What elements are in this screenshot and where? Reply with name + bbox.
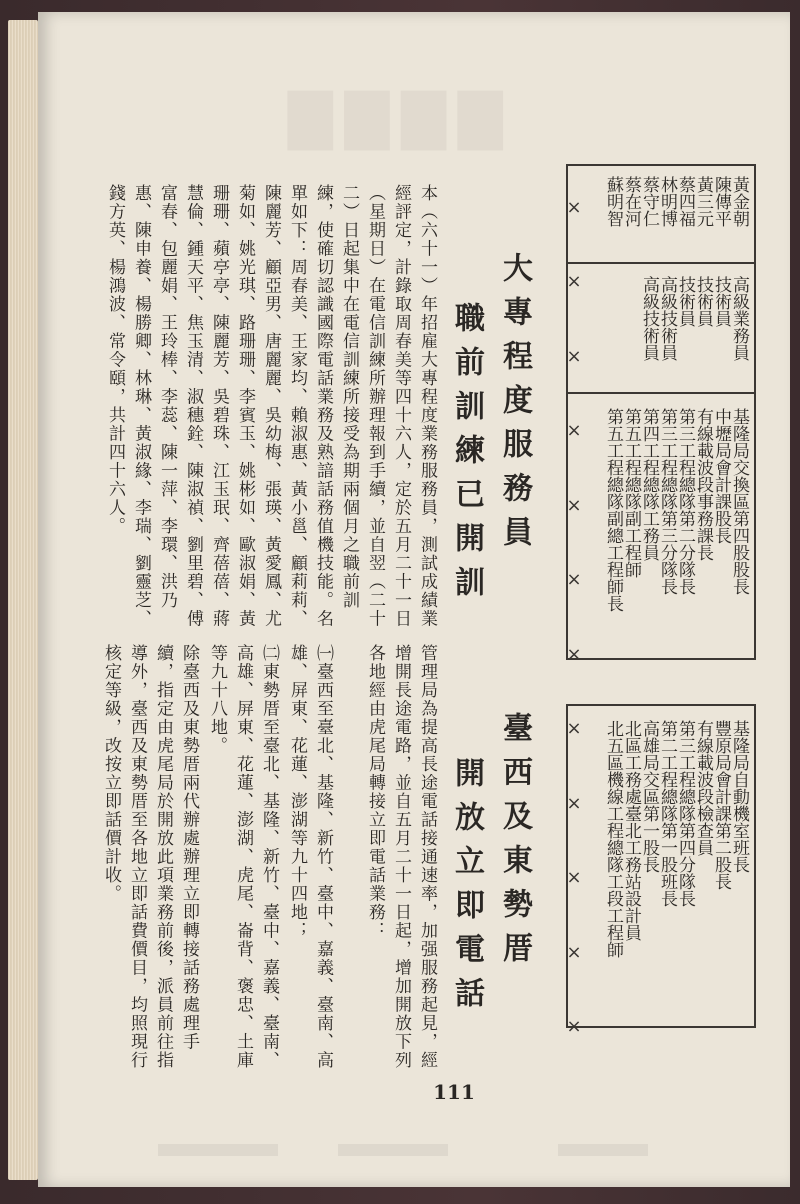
staff-position: 北區工務處臺北工務站設計員 bbox=[621, 720, 641, 941]
staff-name: 林明博 bbox=[657, 176, 677, 227]
staff-position: 第三工程總隊第二分隊長 bbox=[675, 408, 695, 595]
staff-position: 中壢局會計課股長 bbox=[711, 408, 731, 544]
bleed-through-foot bbox=[558, 1144, 648, 1156]
names-row bbox=[604, 176, 748, 256]
staff-name: 陳傳平 bbox=[711, 176, 731, 227]
staff-name: 蔡守仁 bbox=[639, 176, 659, 227]
article-2-heading: 臺西及東勢厝 bbox=[497, 712, 532, 976]
positions-row-lower bbox=[604, 720, 748, 1010]
staff-position: 第二工程總隊第一股班長 bbox=[657, 720, 677, 907]
positions-row bbox=[604, 408, 748, 648]
x-mark: × bbox=[566, 867, 582, 889]
page-edges bbox=[8, 20, 38, 1180]
x-mark: × bbox=[566, 643, 582, 665]
x-mark: × bbox=[566, 718, 582, 740]
article-2-paragraph-2: ㈠臺西至臺北、基隆、新竹、臺中、嘉義、臺南、高雄、屏東、花蓮、澎湖等九十四地； bbox=[287, 644, 333, 1070]
staff-position: 有線載波段檢查員 bbox=[693, 720, 713, 856]
staff-roster-box-upper bbox=[566, 164, 756, 660]
book-page bbox=[38, 12, 790, 1187]
x-mark: × bbox=[566, 1015, 582, 1037]
staff-title: 技術員 bbox=[675, 276, 695, 327]
x-mark: × bbox=[566, 494, 582, 516]
article-2-paragraph-1: 管理局為提高長途電話接通速率，加强服務起見，經增開長途電路，並自五月二十一日起，增加開放下列各地經由虎尾局轉接立即電話業務： bbox=[365, 644, 437, 1070]
staff-position: 基隆局交換區第四股股長 bbox=[729, 408, 749, 595]
staff-position: 豐原局會計課第二股長 bbox=[711, 720, 731, 890]
x-mark: × bbox=[566, 271, 582, 293]
x-mark: × bbox=[566, 569, 582, 591]
x-mark: × bbox=[566, 345, 582, 367]
staff-title: 技術員 bbox=[711, 276, 731, 327]
article-1-subheading: 職前訓練已開訓 bbox=[449, 302, 484, 610]
x-mark: × bbox=[566, 420, 582, 442]
staff-name: 蘇明智 bbox=[603, 176, 623, 227]
staff-position: 北五區機線工程總隊工段工程師 bbox=[603, 720, 623, 958]
staff-position: 第四工程總隊工務員 bbox=[639, 408, 659, 561]
staff-position: 第五工程總隊副工程師 bbox=[621, 408, 641, 578]
bleed-through-foot bbox=[338, 1144, 448, 1156]
x-mark: × bbox=[566, 792, 582, 814]
staff-title: 高級技術員 bbox=[657, 276, 677, 361]
staff-name: 黃金朝 bbox=[729, 176, 749, 227]
x-mark: × bbox=[566, 941, 582, 963]
titles-row bbox=[640, 276, 748, 386]
bleed-through: ▇▇▇▇ bbox=[288, 82, 515, 150]
staff-roster-box-lower bbox=[566, 704, 756, 1028]
staff-title: 高級技術員 bbox=[639, 276, 659, 361]
staff-position: 第三工程總隊第三分隊長 bbox=[657, 408, 677, 595]
staff-title: 高級業務員 bbox=[729, 276, 749, 361]
staff-position: 第五工程總隊副總工程師長 bbox=[603, 408, 623, 612]
article-1-body: 本（六十一）年招雇大專程度業務服務員，測試成績業經評定，計錄取周春美等四十六人，定於五月二十一日（星期日）在電信訓練所辦理報到手續，並自翌（二十二）日起集中在電信訓練所接受為期兩個月之職前訓練，使確切認識國際電話業務及熟諳話務值機技能。名單如下：周春美、王家均、賴淑惠、黃小邕、顧莉莉、陳麗芳、顧亞男、唐麗麗、吳幼梅、張瑛、黃愛鳳、尤菊如、姚光琪、路珊珊、李賓玉、姚彬如、歐淑娟、黃珊珊、蘋亭亭、陳麗芳、吳碧珠、江玉珉、齊蓓蓓、蔣慧倫、鍾天平、焦玉清、淑穗銓、陳淑禎、劉里碧、傅富春、包麗娟、王玲棒、李蕊、陳一萍、李環、洪乃惠、陳申養、楊勝卿、林琳、黃淑緣、李瑞、劉靈芝、錢方英、楊鴻波、常令頤，共計四十六人。 bbox=[105, 184, 437, 628]
article-1-heading: 大專程度服務員 bbox=[497, 252, 532, 560]
staff-name: 蔡在河 bbox=[621, 176, 641, 227]
staff-position: 基隆局自動機室班長 bbox=[729, 720, 749, 873]
staff-position: 第三工程總隊第四分隊長 bbox=[675, 720, 695, 907]
staff-position: 有線載波段事務課長 bbox=[693, 408, 713, 561]
staff-position: 高雄局交區第一股長 bbox=[639, 720, 659, 873]
box-divider bbox=[568, 262, 754, 264]
staff-title: 技術員 bbox=[693, 276, 713, 327]
page-number: 111 bbox=[433, 1080, 475, 1104]
bleed-through-foot bbox=[158, 1144, 278, 1156]
article-2-paragraph-3: ㈡東勢厝至臺北、基隆、新竹、臺中、嘉義、臺南、高雄、屏東、花蓮、澎湖、虎尾、崙背、褒忠、土庫等九十八地。 bbox=[207, 644, 279, 1070]
staff-name: 黃三元 bbox=[693, 176, 713, 227]
x-mark: × bbox=[566, 197, 582, 218]
staff-name: 蔡四福 bbox=[675, 176, 695, 227]
article-2-paragraph-4: 除臺西及東勢厝兩代辦處辦理立即轉接話務處理手續，指定由虎尾局於開放此項業務前後，派員前往指導外，臺西及東勢厝至各地立即話費價目，均照現行核定等級，改按立即話價計收。 bbox=[101, 644, 199, 1070]
box-divider bbox=[568, 392, 754, 394]
article-2-subheading: 開放立即電話 bbox=[449, 757, 484, 1021]
